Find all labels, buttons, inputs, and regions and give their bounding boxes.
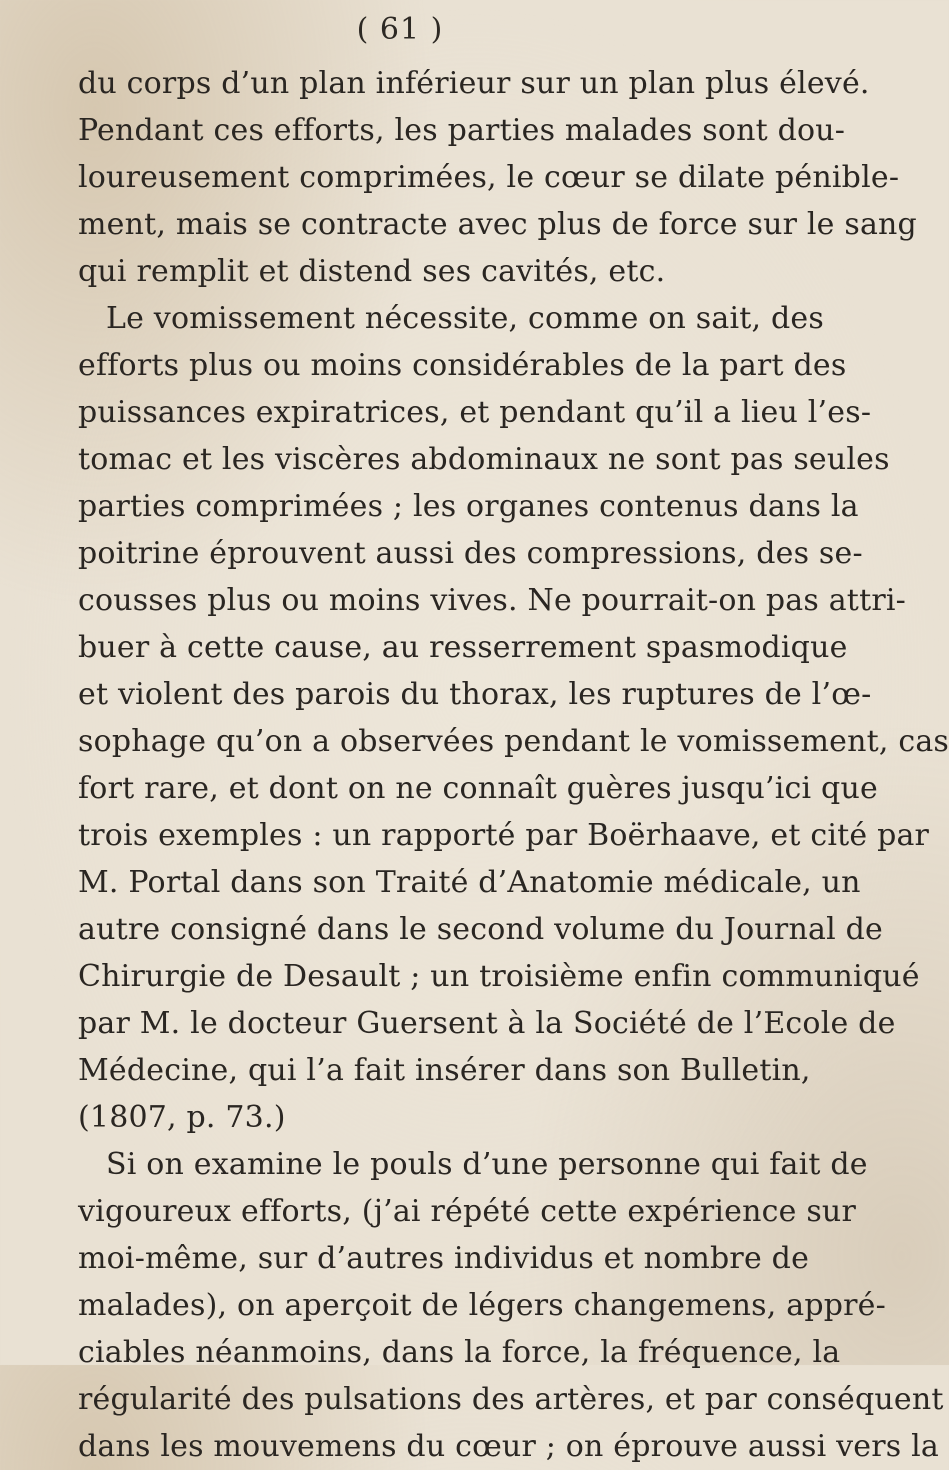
text-line: par M. le docteur Guersent à la Société de l’Ecole de (78, 1006, 896, 1041)
text-line: Médecine, qui l’a fait insérer dans son Bulletin, (78, 1053, 811, 1088)
text-line: fort rare, et dont on ne connaît guères jusqu’ici que (78, 771, 878, 806)
text-line: loureusement comprimées, le cœur se dilate pénible- (78, 160, 900, 195)
text-line: du corps d’un plan inférieur sur un plan plus élevé. (78, 66, 870, 101)
text-line: dans les mouvemens du cœur ; on éprouve aussi vers la (78, 1429, 940, 1464)
text-line: tomac et les viscères abdominaux ne sont pas seules (78, 442, 890, 477)
text-line: ciables néanmoins, dans la force, la fréquence, la (78, 1335, 841, 1370)
text-line: qui remplit et distend ses cavités, etc. (78, 254, 666, 289)
text-line: et violent des parois du thorax, les ruptures de l’œ- (78, 677, 872, 712)
text-line: trois exemples : un rapporté par Boërhaave, et cité par (78, 818, 930, 853)
body-text (78, 60, 949, 1470)
text-line: autre consigné dans le second volume du Journal de (78, 912, 883, 947)
text-line: malades), on aperçoit de légers changemens, appré- (78, 1288, 886, 1323)
text-line: sophage qu’on a observées pendant le vomissement, cas (78, 724, 949, 759)
text-line: cousses plus ou moins vives. Ne pourrait-on pas attri- (78, 583, 906, 618)
page-number: ( 61 ) (356, 12, 444, 47)
text-line: Le vomissement nécessite, comme on sait, des (106, 301, 824, 336)
text-line: vigoureux efforts, (j’ai répété cette expérience sur (78, 1194, 856, 1229)
text-line: Pendant ces efforts, les parties malades sont dou- (78, 113, 846, 148)
text-line: M. Portal dans son Traité d’Anatomie médicale, un (78, 865, 861, 900)
text-line: puissances expiratrices, et pendant qu’il a lieu l’es- (78, 395, 872, 430)
text-line: poitrine éprouvent aussi des compressions, des se- (78, 536, 863, 571)
text-line: efforts plus ou moins considérables de la part des (78, 348, 847, 383)
text-line: moi-même, sur d’autres individus et nombre de (78, 1241, 810, 1276)
text-line: (1807, p. 73.) (78, 1100, 286, 1135)
text-line: parties comprimées ; les organes contenus dans la (78, 489, 859, 524)
text-line: buer à cette cause, au resserrement spasmodique (78, 630, 848, 665)
text-line: Chirurgie de Desault ; un troisième enfin communiqué (78, 959, 920, 994)
text-line: Si on examine le pouls d’une personne qui fait de (106, 1147, 868, 1182)
text-line: régularité des pulsations des artères, et par conséquent (78, 1382, 944, 1417)
text-line: ment, mais se contracte avec plus de force sur le sang (78, 207, 917, 242)
